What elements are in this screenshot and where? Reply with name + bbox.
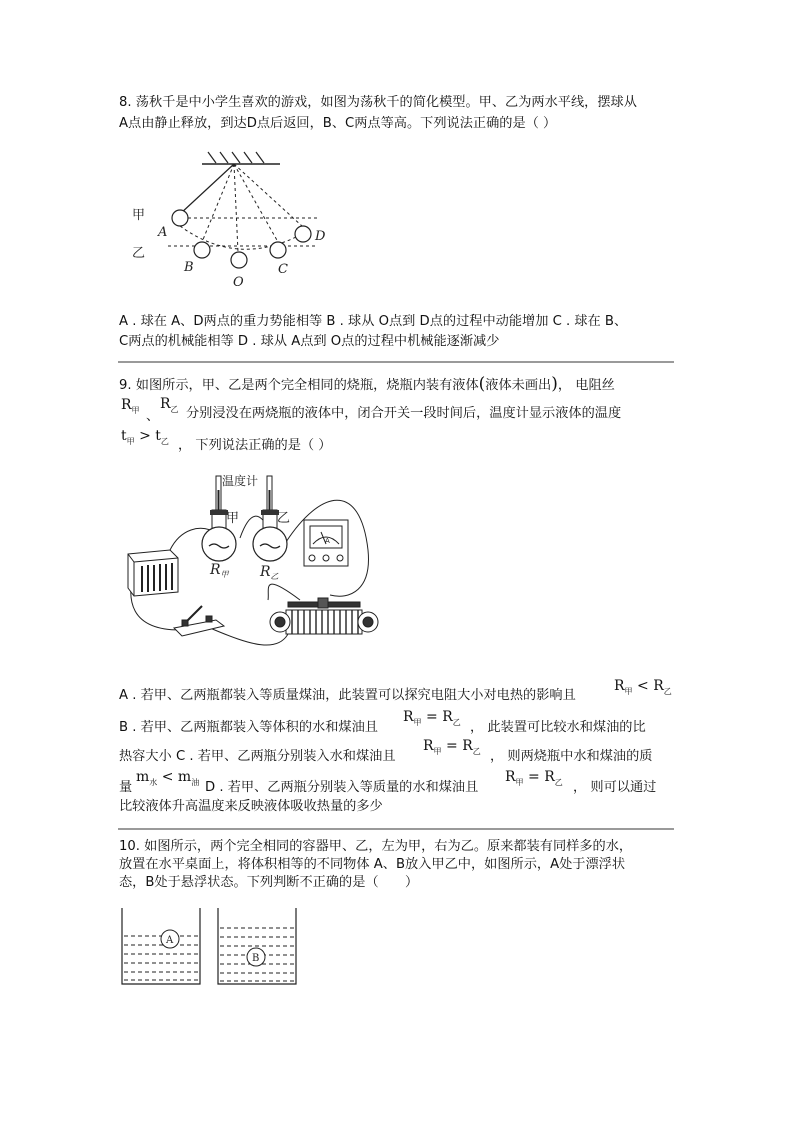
q9-line-3: ， 下列说法正确的是（ ） (178, 438, 332, 453)
q9-option-b-tail: ， 此装置可比较水和煤油的比 (470, 720, 646, 735)
q9-option-d-last: 比较液体升高温度来反映液体吸收热量的多少 (119, 799, 383, 814)
label-yi: 乙 (132, 246, 146, 261)
rheostat (270, 598, 378, 634)
q9-option-d-formula: $R_甲 = R_乙$ (505, 769, 563, 787)
object-a-label: A (166, 935, 174, 946)
battery (128, 550, 178, 596)
resistor-label-yi: $R_乙$ (260, 564, 279, 581)
q9-paren-close: ) (551, 374, 558, 394)
swing-diagram (120, 146, 340, 296)
q9-paren-text: 液体未画出 (485, 378, 552, 393)
q9-r-yi: $R_乙$ (160, 396, 179, 414)
q9-t-compare: $t_甲 > t_乙$ (121, 428, 169, 446)
resistor-label-jia: $R_甲$ (210, 562, 229, 579)
q10-line-3: 态，B处于悬浮状态。下列判断不正确的是（ ） (119, 875, 419, 890)
q9-option-c-tail: ， 则两烧瓶中水和煤油的质 (490, 749, 653, 764)
q10-line-1: 10. 如图所示，两个完全相同的容器甲、乙，左为甲，右为乙。原来都装有同样多的水， (119, 839, 633, 854)
ammeter-label: A (325, 537, 330, 545)
label-d: D (315, 229, 326, 244)
q9-option-b: B . 若甲、乙两瓶都装入等体积的水和煤油且 (119, 720, 378, 735)
q9-option-d-mass: $m_水 < m_油$ (136, 769, 200, 787)
thermometer-label: 温度计 (222, 474, 259, 488)
q9-option-d-tail: ， 则可以通过 (573, 780, 657, 795)
q9-line-1 (119, 375, 615, 395)
q8-line-1: 8. 荡秋千是中小学生喜欢的游戏，如图为荡秋千的简化模型。甲、乙为两水平线，摆球从 (119, 95, 637, 110)
switch (174, 606, 224, 636)
object-b-label: B (252, 953, 260, 964)
q10-line-2: 放置在水平桌面上，将体积相等的不同物体 A、B放入甲乙中，如图所示，A处于漂浮状 (119, 857, 626, 872)
flask-label-jia: 甲 (226, 511, 240, 526)
q9-option-a: A . 若甲、乙两瓶都装入等质量煤油，此装置可以探究电阻大小对电热的影响且 (119, 688, 576, 703)
ball-c (270, 242, 286, 258)
ball-d (295, 226, 311, 242)
label-jia: 甲 (132, 208, 146, 223)
q9-paren-open: ( (478, 374, 486, 394)
label-c: C (278, 262, 288, 277)
q9-r-jia: $R_甲$ (121, 397, 140, 415)
q9-option-c: 热容大小 C . 若甲、乙两瓶分别装入水和煤油且 (119, 749, 396, 764)
flask-label-yi: 乙 (277, 511, 291, 526)
q8-options-line-2: C两点的机械能相等 D . 球从 A点到 O点的过程中机械能逐渐减少 (119, 334, 500, 349)
container-jia (122, 908, 200, 984)
q9-option-b-formula: $R_甲 = R_乙$ (403, 709, 461, 727)
q9-line-1-text: 9. 如图所示，甲、乙是两个完全相同的烧瓶，烧瓶内装有液体 (119, 378, 479, 393)
q9-line-1-tail: ， 电阻丝 (557, 378, 615, 393)
separator-2 (118, 828, 674, 830)
q9-option-a-formula: $R_甲 < R_乙$ (614, 678, 672, 696)
q9-option-d-head: 量 (119, 780, 133, 795)
circuit-diagram (120, 470, 380, 662)
q9-line-2: 分别浸没在两烧瓶的液体中，闭合开关一段时间后，温度计显示液体的温度 (186, 406, 622, 421)
ball-a (172, 210, 188, 226)
label-b: B (184, 260, 194, 275)
q9-option-c-formula: $R_甲 = R_乙$ (423, 738, 481, 756)
flask-yi (253, 527, 287, 561)
separator-1 (118, 361, 674, 363)
ball-b (194, 242, 210, 258)
containers-diagram (118, 906, 304, 986)
q9-dun: 、 (146, 409, 160, 424)
q8-options-line-1: A . 球在 A、D两点的重力势能相等 B . 球从 O点到 D点的过程中动能增加 C . 球在 B、 (119, 314, 628, 329)
q9-option-d: D . 若甲、乙两瓶分别装入等质量的水和煤油且 (205, 780, 479, 795)
q8-line-2: A点由静止释放，到达D点后返回，B、C两点等高。下列说法正确的是（ ） (119, 116, 557, 131)
ball-o (231, 252, 247, 268)
flask-jia (202, 527, 236, 561)
label-o: O (233, 275, 244, 290)
label-a: A (158, 225, 168, 240)
